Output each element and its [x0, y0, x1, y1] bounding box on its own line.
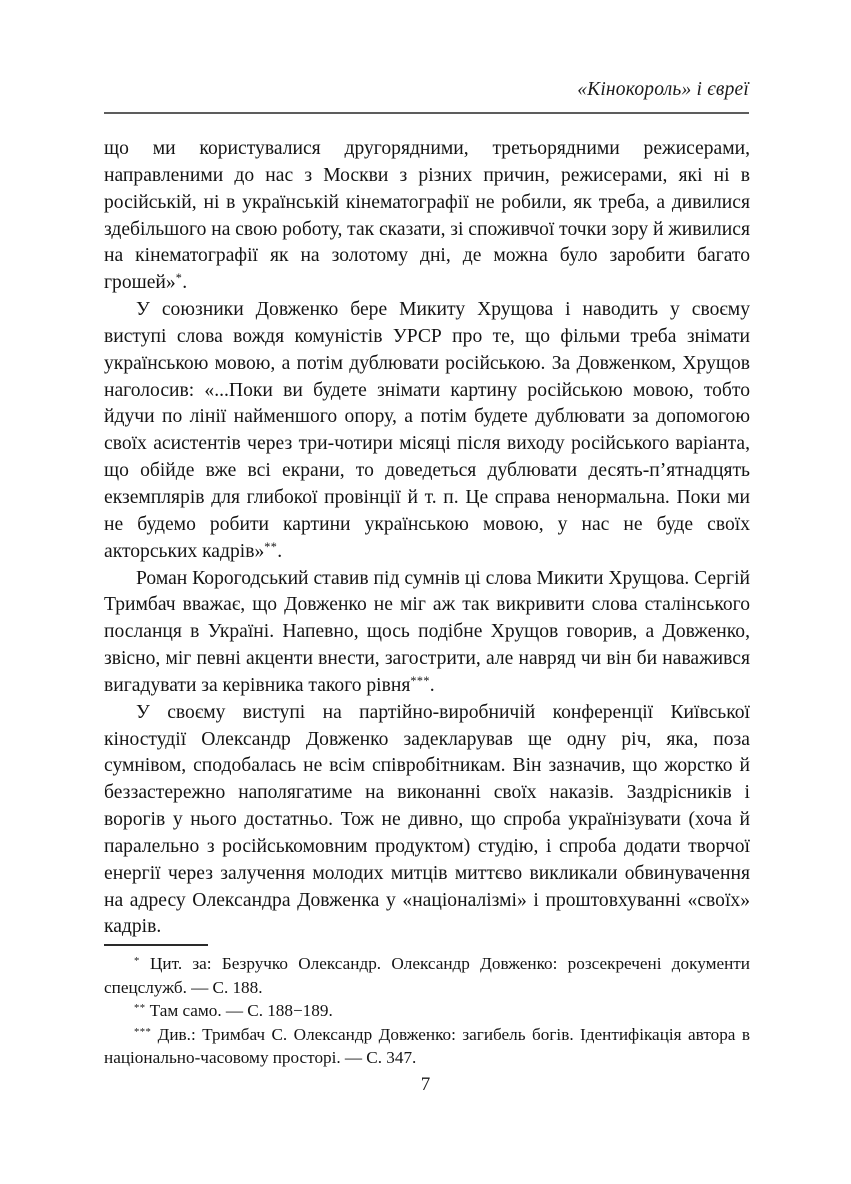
- footnote-separator-rule: [104, 944, 208, 946]
- paragraph-1: [104, 136, 750, 297]
- footnote-2-marker: **: [134, 1003, 146, 1015]
- paragraph-2-tail: .: [277, 540, 283, 562]
- paragraph-4: [104, 700, 750, 942]
- paragraph-2-text: У союзники Довженко бере Микиту Хрущова і наводить у своєму виступі слова вождя комуністів УРСР про те, що фільми треба знімати українською мовою, а потім дублювати російською. За Довженком, Хрущов наголосив: «...Поки ви будете знімати картину російською мовою, тобто йдучи по лінії найменшого опору, а потім будете дублювати за допомогою своїх асистентів через три-чотири місяці після виходу російського варіанта, що обійде вже всі екрани, то доведеться дублювати десять-п’ятнадцять екземплярів для глибокої провінції й т. п. Це справа ненормальна. Поки ми не будемо робити картини українською мовою, у нас не буде своїх акторських кадрів»: [104, 299, 750, 562]
- footnote-2: [104, 999, 750, 1023]
- page-number: 7: [420, 1074, 431, 1095]
- footnotes-block: [104, 952, 750, 1070]
- footnote-marker-1[interactable]: *: [175, 271, 183, 286]
- footnote-1-text: Цит. за: Безручко Олександр. Олександр Довженко: розсекречені документи спецслужб. — С. 188.: [104, 954, 750, 997]
- body-text-block: [104, 136, 750, 941]
- footnote-2-text: Там само. — С. 188−189.: [145, 1001, 333, 1021]
- header-rule: [104, 112, 749, 114]
- footnote-1: [104, 952, 750, 999]
- paragraph-1-text: що ми користувалися другорядними, третьорядними режисерами, направленими до нас з Москви з різних причин, режисерами, які ні в російській, ні в українській кінематографії не робили, як треба, а дивилися здебільшого на свою роботу, так сказати, зі споживчої точки зору й живилися на кінематографії як на золотому дні, де можна було заробити багато грошей»: [104, 138, 750, 294]
- paragraph-3: [104, 566, 750, 700]
- paragraph-1-tail: .: [182, 272, 188, 294]
- footnote-3: [104, 1023, 750, 1070]
- footnote-marker-2[interactable]: **: [264, 539, 278, 554]
- footnote-3-marker: ***: [134, 1026, 152, 1038]
- paragraph-4-text: У своєму виступі на партійно-виробничій конференції Київської кіностудії Олександр Довженко задекларував ще одну річ, яка, поза сумнівом, сподобалась не всім співробітникам. Він зазначив, що жорстко й беззастережно наполягатиме на виконанні своїх наказів. Заздрісників і ворогів у нього достатньо. Тож не дивно, що спроба українізувати (хоча й паралельно з російськомовним продуктом) студію, і спроба додати творчої енергії через залучення молодих митців миттєво викликали обвинувачення на адресу Олександра Довженка у «націоналізмі» і проштовхуванні «своїх» кадрів.: [104, 701, 750, 938]
- footnote-3-text: Див.: Тримбач С. Олександр Довженко: загибель богів. Ідентифікація автора в національно-часовому просторі. — С. 347.: [104, 1024, 750, 1068]
- paragraph-2: [104, 297, 750, 565]
- paragraph-3-tail: .: [429, 674, 435, 696]
- running-head: «Кінокороль» і євреї: [577, 79, 749, 100]
- paragraph-3-text: Роман Корогодський ставив під сумнів ці слова Микити Хрущова. Сергій Тримбач вважає, що Довженко не міг аж так викривити слова сталінського посланця в Україні. Напевно, щось подібне Хрущов говорив, а Довженко, звісно, міг певні акценти внести, загострити, але навряд чи він би наважився вигадувати за керівника такого рівня: [104, 567, 750, 696]
- footnote-1-marker: *: [134, 955, 140, 967]
- footnote-marker-3[interactable]: ***: [410, 674, 430, 689]
